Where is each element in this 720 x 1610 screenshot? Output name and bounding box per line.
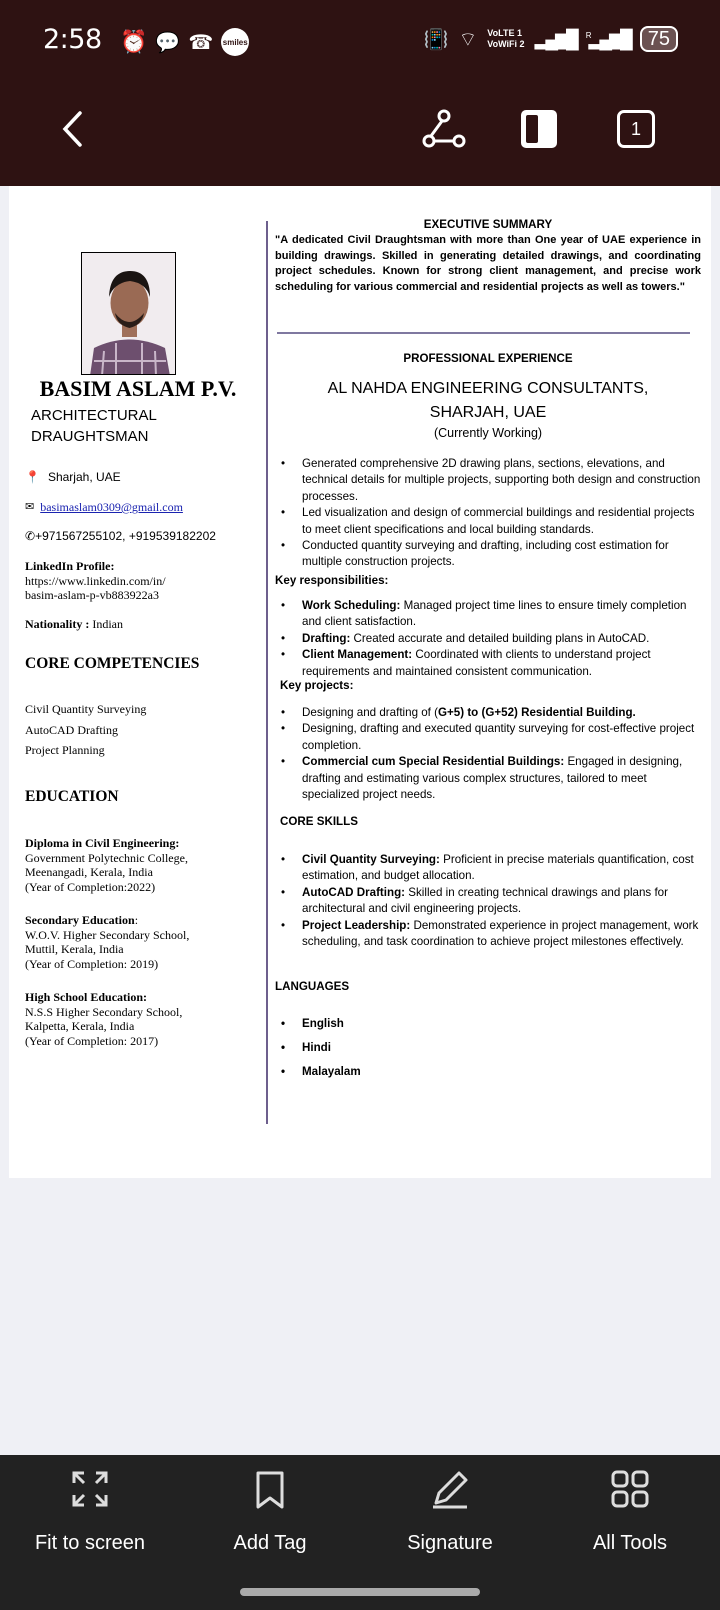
status-time: 2:58: [43, 24, 102, 55]
list-item: • Malayalam: [275, 1060, 701, 1084]
share-button[interactable]: [420, 106, 468, 152]
view-mode-button[interactable]: [518, 106, 560, 152]
battery-indicator: 75: [640, 26, 678, 52]
signature-label: Signature: [407, 1532, 493, 1554]
education-line: Government Polytechnic College,: [25, 850, 188, 865]
item-text: Skilled in creating technical drawings and plans for architectural and civil engineering projects.: [302, 885, 668, 916]
job-title-line-2: DRAUGHTSMAN: [31, 428, 149, 445]
bookmark-icon: [250, 1469, 290, 1509]
phone: [25, 529, 216, 543]
add-tag-label: Add Tag: [233, 1532, 307, 1554]
volte-label: VoLTE 1: [487, 28, 522, 38]
competency-item: Civil Quantity Surveying: [25, 702, 147, 716]
education-item: [25, 990, 182, 1048]
education-colon: :: [134, 913, 139, 927]
education-line: Kalpetta, Kerala, India: [25, 1019, 135, 1033]
item-text: Proficient in precise materials quantification, cost estimation, and budget allocation.: [302, 853, 694, 883]
fit-to-screen-button[interactable]: [5, 1469, 175, 1555]
email: [25, 500, 183, 515]
company-location: SHARJAH, UAE: [429, 404, 547, 421]
system-status: [424, 26, 678, 52]
notification-icons: [120, 28, 249, 56]
languages-heading: LANGUAGES: [275, 980, 350, 993]
experience-list: [275, 456, 701, 571]
education-heading: EDUCATION: [25, 788, 119, 805]
vibrate-icon: 📳: [423, 28, 449, 51]
list-item: [275, 705, 701, 721]
page-count-button[interactable]: [614, 106, 658, 152]
page-count-icon: 1: [617, 110, 655, 148]
languages-list: [275, 1012, 701, 1084]
page-view-icon: [519, 108, 559, 150]
item-text: Designing and drafting of (: [302, 706, 438, 719]
roaming-label: R: [585, 30, 589, 40]
company-name: AL NAHDA ENGINEERING CONSULTANTS,: [327, 380, 649, 397]
experience-heading: PROFESSIONAL EXPERIENCE: [403, 352, 573, 365]
item-label: Drafting:: [302, 631, 351, 645]
pen-icon: [430, 1469, 470, 1509]
app-header: [0, 0, 720, 186]
volte-badge: [487, 28, 524, 50]
share-icon: [422, 109, 466, 149]
summary-text: "A dedicated Civil Draughtsman with more than One year of UAE experience in building drawings. Skilled in generating detailed drawings, and coordinating project schedules. Known for strong client management, and precise work scheduling for various commercial and residential projects as well as towers.": [275, 234, 701, 293]
item-label: Client Management:: [302, 648, 413, 662]
linkedin-label: LinkedIn Profile:: [25, 559, 115, 573]
item-label: G+5) to (G+52) Residential Building.: [438, 706, 636, 719]
phone-text: +971567255102, +919539182202: [35, 529, 216, 543]
item-text: Designing, drafting and executed quantity surveying for cost-effective project completion.: [302, 722, 695, 752]
competency-item: Project Planning: [25, 743, 105, 757]
location-pin-icon: 📍: [25, 470, 40, 484]
linkedin-block: [25, 559, 166, 603]
alarm-icon: ⏰: [120, 29, 148, 54]
signal-icon: ▂▄▆█: [534, 28, 576, 49]
bottom-toolbar: [0, 1455, 720, 1610]
nationality-label: Nationality :: [25, 617, 90, 631]
all-tools-label: All Tools: [592, 1532, 668, 1554]
education-line: (Year of Completion: 2019): [25, 956, 159, 971]
message-icon: 💬: [155, 31, 181, 54]
item-text: Engaged in designing, drafting and estimating various complex structures, tailored to meet specialized project needs.: [302, 755, 683, 802]
competency-item: AutoCAD Drafting: [25, 722, 118, 737]
education-item: [25, 836, 188, 894]
skills-list: [275, 852, 701, 950]
list-item: • Conducted quantity surveying and drafting, including cost estimation for multiple construction projects.: [275, 538, 701, 571]
list-item: • English: [275, 1012, 701, 1036]
education-line: Meenangadi, Kerala, India: [25, 865, 153, 879]
phone-icon: ✆: [25, 529, 36, 543]
item-label: Project Leadership:: [302, 918, 411, 932]
job-title: [31, 405, 157, 447]
smiles-app-icon: smiles: [221, 28, 249, 56]
linkedin-url-1[interactable]: https://www.linkedin.com/in/: [25, 573, 166, 588]
list-item: • Generated comprehensive 2D drawing plans, sections, elevations, and technical details for multiple projects, supporting both design and construction processes.: [275, 456, 701, 505]
list-item: • Hindi: [275, 1036, 701, 1060]
education-line: W.O.V. Higher Secondary School,: [25, 927, 190, 942]
candidate-name: BASIM ASLAM P.V.: [39, 376, 237, 401]
education-line: N.S.S Higher Secondary School,: [25, 1004, 183, 1019]
signature-button[interactable]: [365, 1469, 535, 1555]
item-label: Commercial cum Special Residential Buildings:: [302, 755, 565, 769]
list-item: [275, 754, 701, 803]
add-tag-button[interactable]: [185, 1469, 355, 1555]
nationality: [25, 617, 123, 632]
linkedin-url-2[interactable]: basim-aslam-p-vb883922a3: [25, 588, 159, 602]
list-item: [275, 918, 701, 951]
wifi-icon: ⌔: [458, 28, 478, 51]
profile-photo: [81, 252, 176, 375]
list-item: • Led visualization and design of commercial buildings and residential projects to meet client specifications and local building standards.: [275, 505, 701, 538]
list-item: [275, 631, 701, 647]
projects-heading: Key projects:: [280, 679, 354, 692]
item-text: Demonstrated experience in project management, work scheduling, and task coordination to achieve project milestones effectively.: [302, 918, 699, 949]
home-indicator[interactable]: [240, 1588, 480, 1596]
education-degree: Diploma in Civil Engineering:: [25, 836, 180, 850]
section-divider: [277, 332, 690, 334]
location: [25, 470, 121, 484]
education-item: [25, 913, 189, 971]
expand-icon: [70, 1469, 110, 1509]
list-item: [275, 721, 701, 754]
envelope-icon: ✉: [25, 501, 35, 513]
list-item: [275, 598, 701, 631]
pdf-page[interactable]: [9, 186, 711, 1178]
education-degree: High School Education:: [25, 990, 148, 1004]
projects-list: [275, 705, 701, 803]
location-text: Sharjah, UAE: [47, 470, 121, 484]
company-status: (Currently Working): [433, 426, 543, 440]
item-label: Civil Quantity Surveying:: [302, 853, 440, 866]
education-degree: Secondary Education: [25, 913, 135, 927]
item-text: Managed project time lines to ensure timely completion and client satisfaction.: [302, 599, 687, 629]
back-button[interactable]: [52, 106, 92, 152]
summary-heading: EXECUTIVE SUMMARY: [423, 218, 553, 231]
responsibilities-heading: Key responsibilities:: [275, 574, 389, 587]
competencies-list: [25, 699, 146, 761]
grid-icon: [610, 1469, 650, 1509]
signal-roaming-icon: $^R$▂▄▆█: [585, 28, 630, 49]
list-item: [275, 885, 701, 918]
skills-heading: CORE SKILLS: [280, 815, 358, 828]
missed-call-icon: ☎: [188, 31, 214, 54]
education-line: Muttil, Kerala, India: [25, 942, 124, 956]
responsibilities-list: [275, 598, 701, 680]
email-link[interactable]: basimaslam0309@gmail.com: [40, 500, 183, 514]
vowifi-label: VoWiFi 2: [487, 39, 525, 49]
all-tools-button[interactable]: [545, 1469, 715, 1555]
nationality-value: Indian: [89, 617, 123, 631]
item-text: Created accurate and detailed building plans in AutoCAD.: [350, 631, 650, 645]
education-line: (Year of Completion: 2017): [25, 1033, 159, 1048]
job-title-line-1: ARCHITECTURAL: [31, 407, 157, 424]
item-text: Coordinated with clients to understand project requirements and maintained consistent communication.: [302, 648, 651, 678]
competencies-heading: CORE COMPETENCIES: [25, 655, 200, 672]
list-item: [275, 852, 701, 885]
chevron-left-icon: [60, 110, 84, 148]
column-divider: [266, 221, 268, 1124]
list-item: [275, 647, 701, 680]
fit-to-screen-label: Fit to screen: [34, 1532, 146, 1554]
item-label: AutoCAD Drafting:: [302, 885, 406, 899]
item-label: Work Scheduling:: [302, 599, 401, 612]
education-line: (Year of Completion:2022): [25, 879, 156, 894]
